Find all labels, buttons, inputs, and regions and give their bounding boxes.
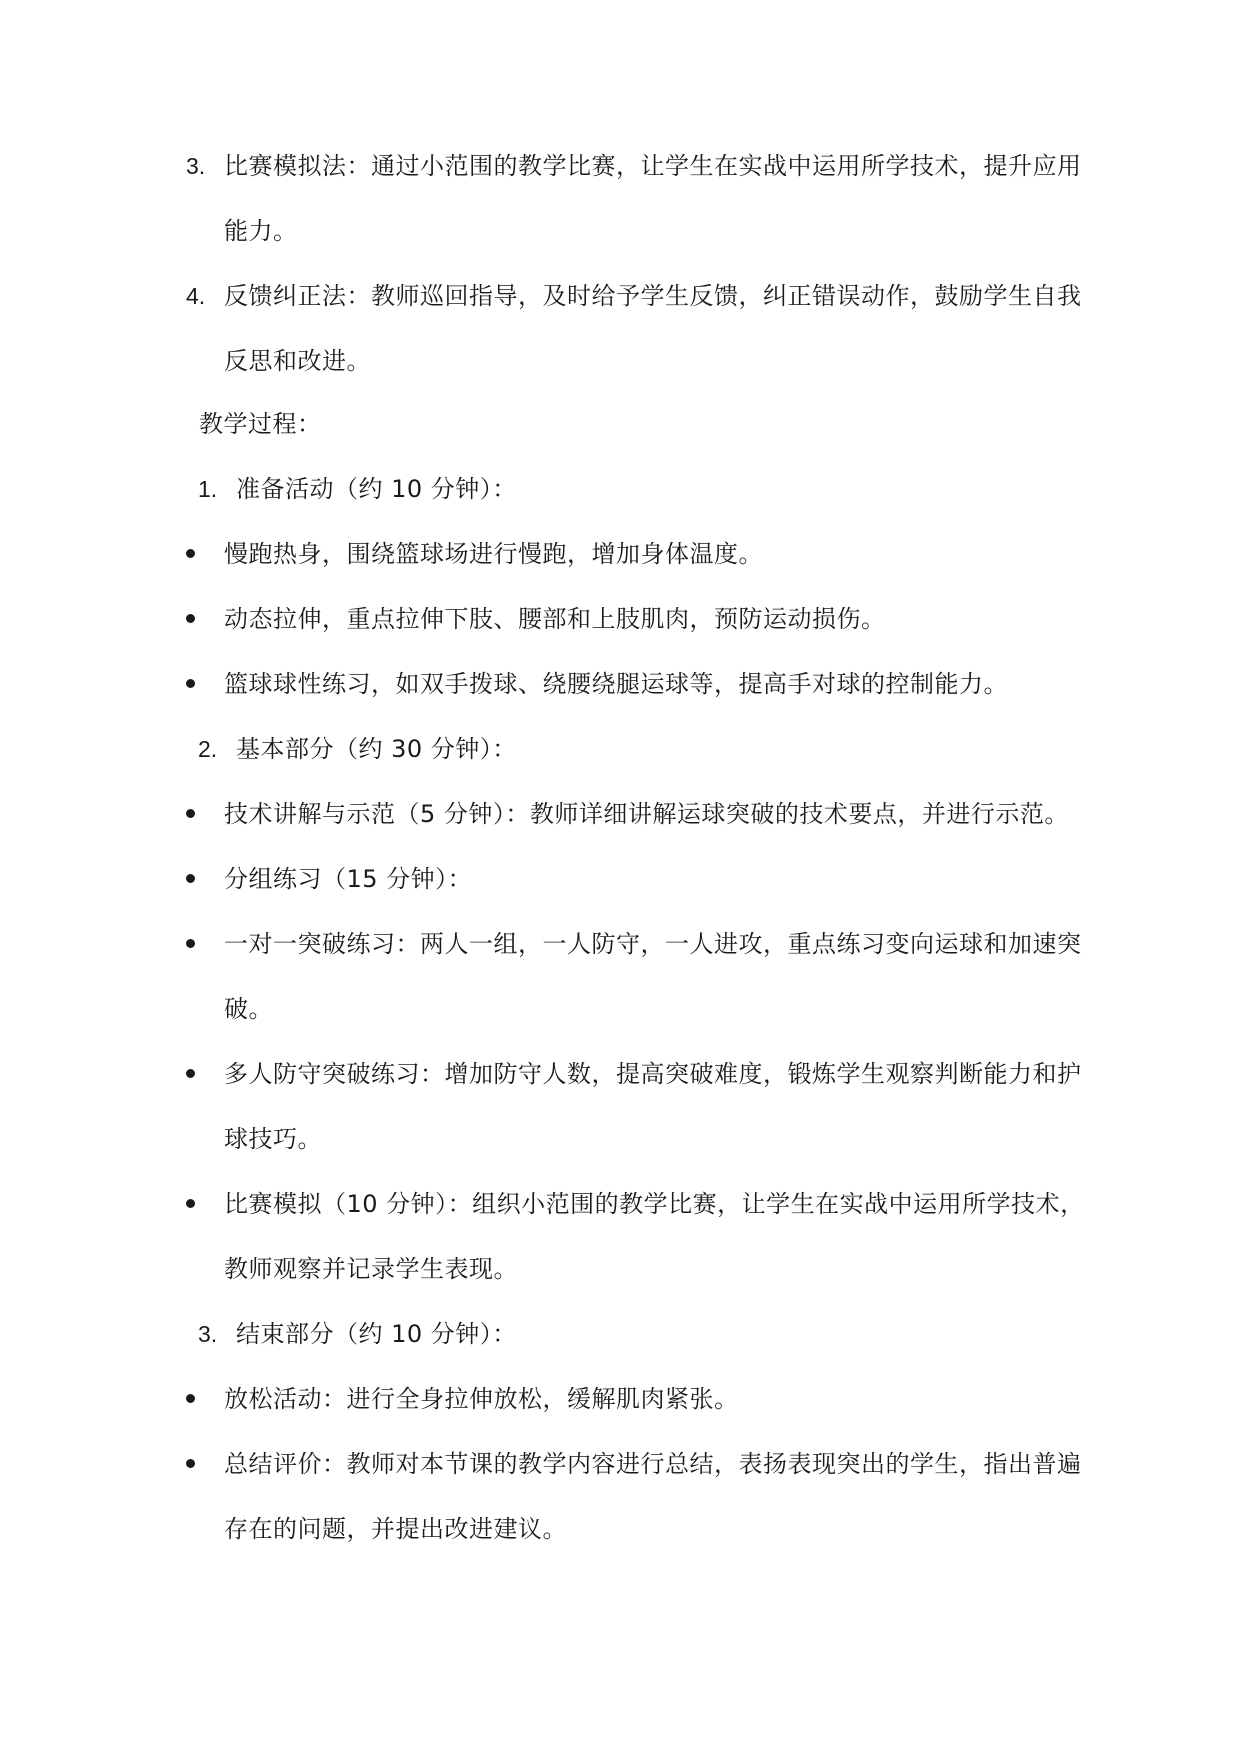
bullet-icon	[186, 1199, 195, 1208]
section-title: 基本部分（约 30 分钟）：	[236, 735, 517, 763]
method-line: 反馈纠正法：教师巡回指导，及时给予学生反馈，纠正错误动作，鼓励学生自我	[224, 282, 1082, 310]
bullet-icon	[186, 1069, 195, 1078]
bullet-line: 球技巧。	[224, 1125, 322, 1153]
method-line: 能力。	[224, 217, 298, 245]
section-title: 准备活动（约 10 分钟）：	[236, 475, 517, 503]
bullet-line: 动态拉伸，重点拉伸下肢、腰部和上肢肌肉，预防运动损伤。	[224, 605, 886, 633]
list-marker: 3.	[186, 153, 206, 179]
bullet-line: 放松活动：进行全身拉伸放松，缓解肌肉紧张。	[224, 1385, 739, 1413]
bullet-line: 分组练习（15 分钟）：	[224, 865, 473, 893]
bullet-line: 一对一突破练习：两人一组，一人防守，一人进攻，重点练习变向运球和加速突	[224, 930, 1082, 958]
bullet-line: 比赛模拟（10 分钟）：组织小范围的教学比赛，让学生在实战中运用所学技术，	[224, 1190, 1085, 1218]
bullet-line: 多人防守突破练习：增加防守人数，提高突破难度，锻炼学生观察判断能力和护	[224, 1060, 1082, 1088]
bullet-line: 教师观察并记录学生表现。	[224, 1255, 518, 1283]
bullet-icon	[186, 874, 195, 883]
process-heading: 教学过程：	[199, 410, 322, 438]
method-line: 比赛模拟法：通过小范围的教学比赛，让学生在实战中运用所学技术，提升应用	[224, 152, 1082, 180]
section-marker: 1.	[198, 476, 218, 502]
bullet-icon	[186, 549, 195, 558]
bullet-icon	[186, 939, 195, 948]
bullet-line: 总结评价：教师对本节课的教学内容进行总结，表扬表现突出的学生，指出普遍	[224, 1450, 1082, 1478]
method-line: 反思和改进。	[224, 347, 371, 375]
bullet-line: 破。	[224, 995, 273, 1023]
section-marker: 3.	[198, 1321, 218, 1347]
bullet-line: 篮球球性练习，如双手拨球、绕腰绕腿运球等，提高手对球的控制能力。	[224, 670, 1008, 698]
list-marker: 4.	[186, 283, 206, 309]
bullet-line: 技术讲解与示范（5 分钟）：教师详细讲解运球突破的技术要点，并进行示范。	[224, 800, 1069, 828]
section-title: 结束部分（约 10 分钟）：	[236, 1320, 517, 1348]
bullet-icon	[186, 1459, 195, 1468]
bullet-icon	[186, 614, 195, 623]
bullet-icon	[186, 1394, 195, 1403]
bullet-icon	[186, 809, 195, 818]
bullet-line: 慢跑热身，围绕篮球场进行慢跑，增加身体温度。	[224, 540, 763, 568]
bullet-icon	[186, 679, 195, 688]
section-marker: 2.	[198, 736, 218, 762]
bullet-line: 存在的问题，并提出改进建议。	[224, 1515, 567, 1543]
